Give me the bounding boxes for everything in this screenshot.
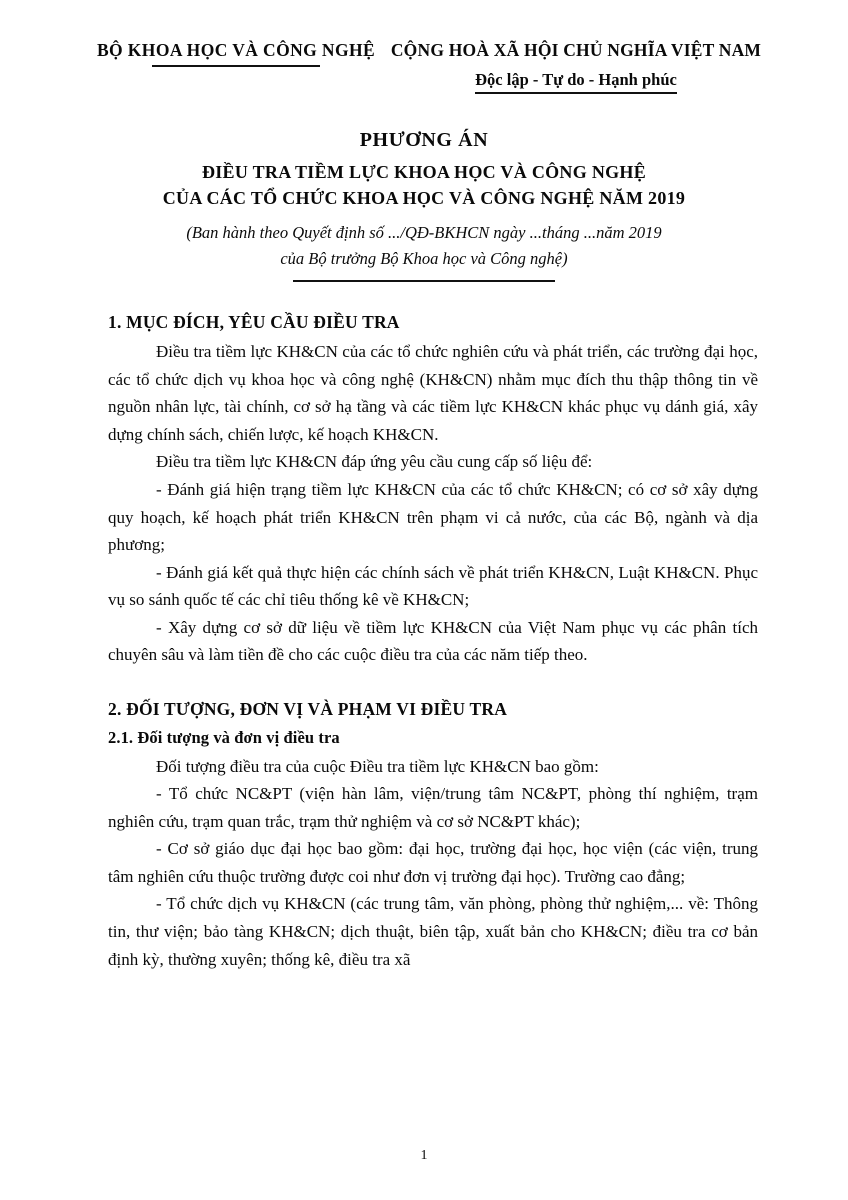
section-1-bullet-3: - Xây dựng cơ sở dữ liệu về tiềm lực KH&CN của Việt Nam phục vụ các phân tích chuyên sâu và làm tiền đề cho các cuộc điều tra của các năm tiếp theo. [108,617,758,665]
title-line-2: ĐIỀU TRA TIỀM LỰC KHOA HỌC VÀ CÔNG NGHỆ [201,162,647,182]
national-motto: Độc lập - Tự do - Hạnh phúc [475,70,677,94]
issuance-note-line-2: của Bộ trưởng Bộ Khoa học và Công nghệ) [280,248,568,268]
ministry-underline [152,65,320,67]
section-2-1-heading: 2.1. Đối tượng và đơn vị điều tra [108,728,340,748]
issuance-note-line-1: (Ban hành theo Quyết định số .../QĐ-BKHCN ngày ...tháng ...năm 2019 [186,222,662,242]
section-2-1-bullet-1: - Tổ chức NC&PT (viện hàn lâm, viện/trung tâm NC&PT, phòng thí nghiệm, trạm nghiên cứu, trạm quan trắc, trạm thử nghiệm và cơ sở NC&PT khác); [108,784,758,831]
masthead-right-block [386,38,766,94]
masthead-left-block [86,38,386,67]
section-1-paragraph-1: Điều tra tiềm lực KH&CN của các tổ chức nghiên cứu và phát triển, các trường đại học, các tổ chức dịch vụ khoa học và công nghệ (KH&CN) nhằm mục đích thu thập thông tin về nguồn nhân lực, tài chính, cơ sở hạ tầng và các tiềm lực KH&CN khác phục vụ dánh giá, xây dựng chính sách, chiến lược, kế hoạch KH&CN. [108,342,758,444]
section-2-1-bullet-2: - Cơ sở giáo dục đại học bao gồm: đại học, trường đại học, học viện (các viện, trung tâm nghiên cứu thuộc trường được coi như đơn vị trường đại học). Trường cao đẳng; [108,839,758,886]
title-line-3: CỦA CÁC TỔ CHỨC KHOA HỌC VÀ CÔNG NGHỆ NĂM 2019 [162,188,686,209]
document-title-block [60,128,788,282]
section-2-1-paragraph-1: Đối tượng điều tra của cuộc Điều tra tiềm lực KH&CN bao gồm: [156,756,599,776]
document-body [108,308,758,973]
section-2-heading: 2. ĐỐI TƯỢNG, ĐƠN VỊ VÀ PHẠM VI ĐIỀU TRA [108,698,508,719]
section-1-bullet-2: - Đánh giá kết quả thực hiện các chính sách về phát triển KH&CN, Luật KH&CN. Phục vụ so sánh quốc tế các chỉ tiêu thống kê về KH&CN; [108,562,758,610]
section-1-bullet-1: - Đánh giá hiện trạng tiềm lực KH&CN của các tổ chức KH&CN; có cơ sở xây dựng quy hoạch, kế hoạch phát triển KH&CN trên phạm vi cả nước, của các Bộ, ngành và dịa phương; [108,480,758,555]
section-2-1-bullet-3: - Tổ chức dịch vụ KH&CN (các trung tâm, văn phòng, phòng thử nghiệm,... về: Thông tin, thư viện; bảo tàng KH&CN; dịch thuật, biên tập, xuất bản cho KH&CN; điều tra cơ bản định kỳ, thường xuyên; thống kê, điều tra xã [108,894,758,969]
section-1-heading: 1. MỤC ĐÍCH, YÊU CẦU ĐIỀU TRA [108,312,400,332]
page-number: 1 [420,1148,428,1163]
document-masthead [86,38,776,94]
section-1-paragraph-2: Điều tra tiềm lực KH&CN đáp ứng yêu cầu cung cấp số liệu để: [156,452,593,472]
page-title: PHƯƠNG ÁN [359,129,489,151]
section-spacer [108,669,758,695]
page-footer [0,1148,848,1164]
ministry-name: BỘ KHOA HỌC VÀ CÔNG NGHỆ [96,40,376,60]
title-divider [293,280,555,282]
country-name: CỘNG HOÀ XÃ HỘI CHỦ NGHĨA VIỆT NAM [390,40,762,60]
